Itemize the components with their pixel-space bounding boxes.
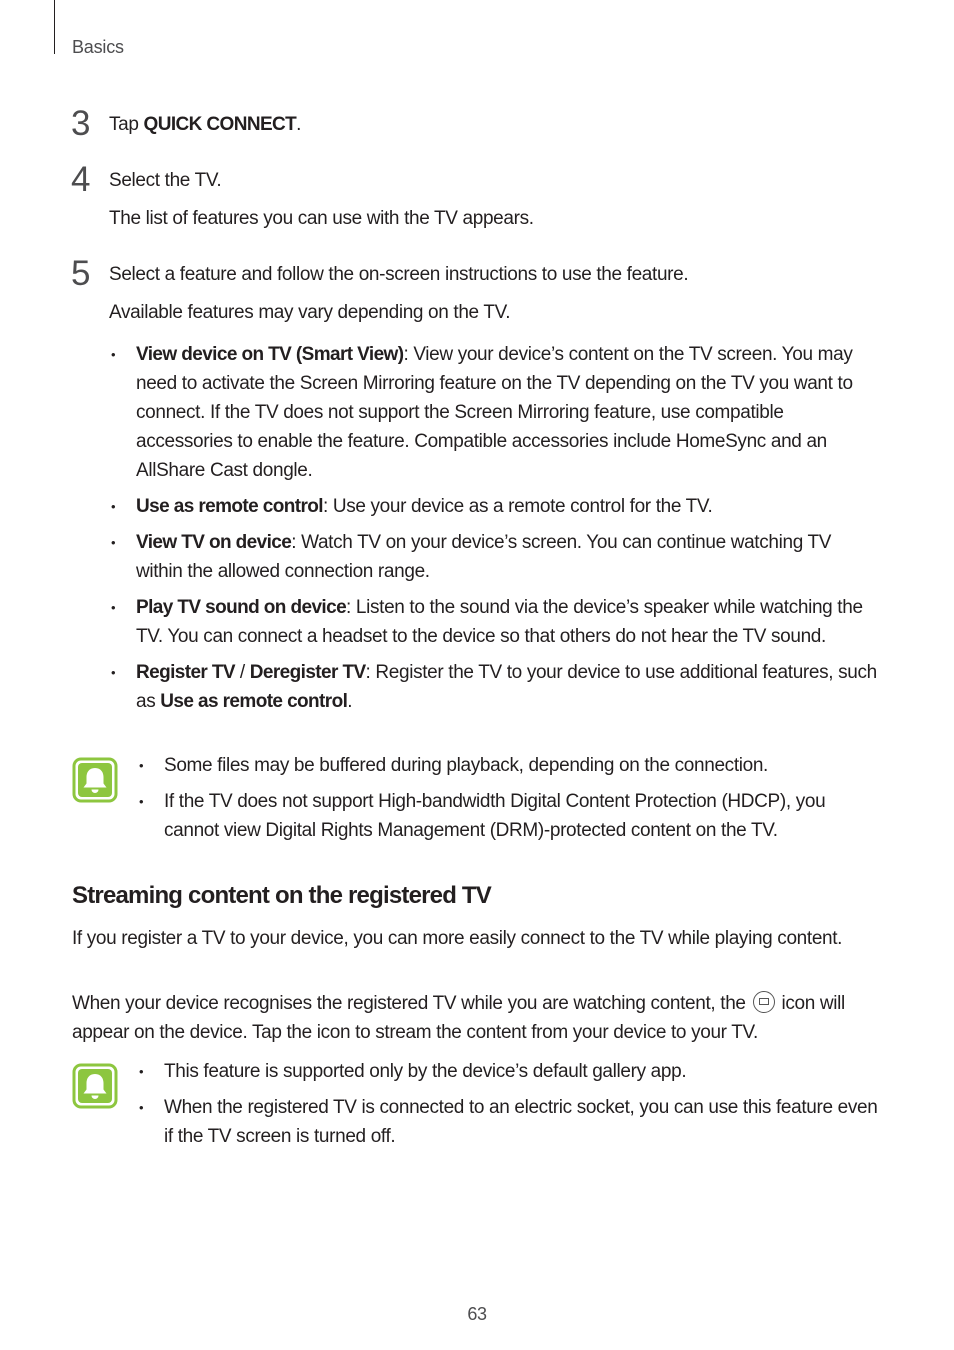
quick-connect-label: QUICK CONNECT (143, 114, 297, 135)
feature-list (109, 340, 879, 723)
list-item: • Use as remote control: Use your device as a remote control for the TV. (111, 496, 713, 517)
header-rule (54, 0, 55, 54)
note-bell-icon (72, 1063, 118, 1109)
note-list-1 (136, 751, 881, 852)
step-4-text: Select the TV. (109, 170, 222, 191)
list-item: • When the registered TV is connected to an electric socket, you can use this feature even if the TV screen is turned off. (139, 1097, 878, 1147)
step-number-5: 5 (71, 254, 91, 293)
section-header: Basics (72, 37, 124, 57)
section-title: Streaming content on the registered TV (72, 882, 492, 909)
section-paragraph-2: When your device recognises the registered TV while you are watching content, the icon will appear on the device. Tap the icon to stream the content from your device to your TV. (72, 993, 845, 1043)
step-3-text: Tap QUICK CONNECT. (109, 114, 302, 135)
list-item: • This feature is supported only by the device’s default gallery app. (139, 1061, 687, 1082)
step-5-text: Select a feature and follow the on-screen instructions to use the feature. (109, 264, 689, 285)
section-paragraph-1: If you register a TV to your device, you can more easily connect to the TV while playing content. (72, 928, 843, 949)
list-item: • View device on TV (Smart View): View your device’s content on the TV screen. You may need to activate the Screen Mirroring feature on the TV depending on the TV you want to connect. If the TV does not support the Screen Mirroring feature, use compatible accessories to enable the feature. Compatible accessories include HomeSync and an AllShare Cast dongle. (111, 344, 853, 481)
step-number-4: 4 (71, 160, 91, 199)
page-number: 63 (467, 1304, 487, 1324)
step-4-subtext: The list of features you can use with the TV appears. (109, 208, 534, 229)
note-bell-icon (72, 757, 118, 803)
list-item: • Play TV sound on device: Listen to the sound via the device’s speaker while watching the TV. You can connect a headset to the device so that others do not hear the TV sound. (111, 597, 863, 647)
list-item: • Register TV / Deregister TV: Register the TV to your device to use additional features, such as Use as remote control. (111, 662, 877, 712)
list-item: • Some files may be buffered during playback, depending on the connection. (139, 755, 768, 776)
stream-to-tv-icon (753, 991, 775, 1013)
step-5-subtext: Available features may vary depending on the TV. (109, 302, 511, 323)
step-number-3: 3 (71, 104, 91, 143)
list-item: • View TV on device: Watch TV on your device’s screen. You can continue watching TV within the allowed connection range. (111, 532, 832, 582)
list-item: • If the TV does not support High-bandwidth Digital Content Protection (HDCP), you cannot view Digital Rights Management (DRM)-protected content on the TV. (139, 791, 826, 841)
note-list-2 (136, 1057, 881, 1158)
